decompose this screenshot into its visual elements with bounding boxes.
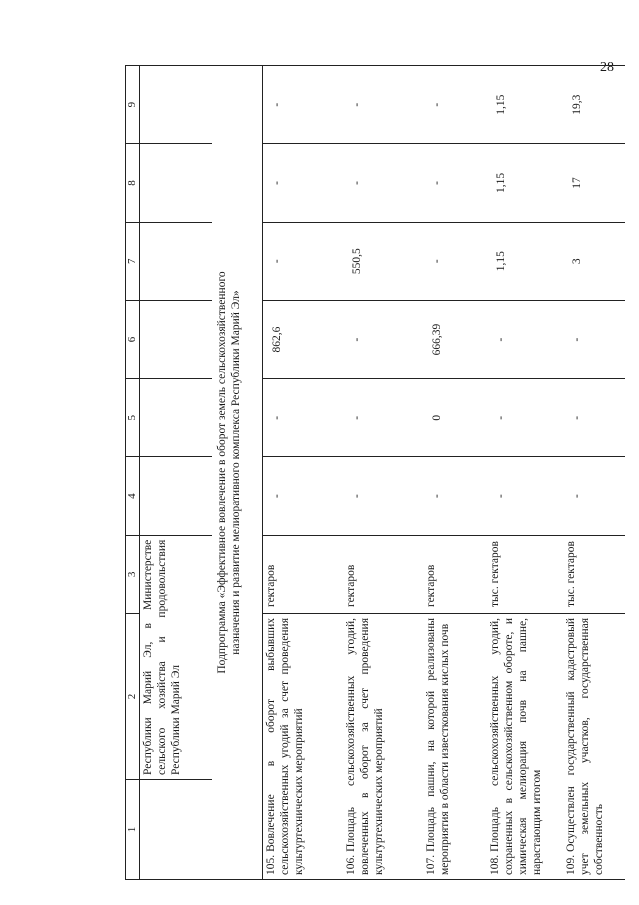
unit-cell: гектаров: [263, 535, 344, 613]
value-cell: -: [343, 144, 423, 222]
value-cell: 666,39: [423, 300, 487, 378]
rotated-table-container: [125, 65, 605, 880]
value-cell: -: [263, 379, 344, 457]
indicators-table: [125, 65, 625, 880]
row-number: 109.: [565, 854, 578, 875]
row-number: 107.: [425, 854, 438, 875]
table-row-org: [140, 66, 213, 880]
value-cell: 1,15: [487, 144, 563, 222]
table-row: [263, 66, 344, 880]
value-cell: 19,3: [563, 66, 625, 144]
value-cell: 1,15: [487, 66, 563, 144]
column-header: 9: [126, 66, 140, 144]
value-cell: 862,6: [263, 300, 344, 378]
value-cell: -: [487, 300, 563, 378]
subprogram-title: [212, 66, 263, 880]
subprogram-title-line2: назначения и развитие мелиоративного комплекса Республики Марий Эл»: [229, 290, 242, 655]
unit-cell: гектаров: [343, 535, 423, 613]
table-row: [343, 66, 423, 880]
value-cell: 3: [563, 222, 625, 300]
value-cell: 17: [563, 144, 625, 222]
column-header: 5: [126, 379, 140, 457]
unit-cell: тыс. гектаров: [563, 535, 625, 613]
value-cell: -: [263, 144, 344, 222]
value-cell: -: [263, 66, 344, 144]
indicator-cell: [423, 614, 487, 880]
value-cell: -: [423, 457, 487, 535]
indicator-cell: [487, 614, 563, 880]
value-cell: 550,5: [343, 222, 423, 300]
indicator-cell: [563, 614, 625, 880]
org-text: Республики Марий Эл, в Министерстве сельского хозяйства и продовольствия Республики Марий Эл: [140, 535, 213, 779]
indicator-description: Площадь сельскохозяйственных угодий, вовлеченных в оборот за счет проведения культуртехнических мероприятий: [345, 618, 385, 875]
value-cell: -: [343, 300, 423, 378]
subprogram-title-line1: Подпрограмма «Эффективное вовлечение в оборот земель сельскохозяйственного: [216, 271, 229, 674]
indicator-cell: [343, 614, 423, 880]
value-cell: -: [563, 379, 625, 457]
value-cell: -: [343, 457, 423, 535]
indicator-description: Вовлечение в оборот выбывших сельскохозяйственных угодий за счет проведения культуртехнических мероприятий: [265, 618, 305, 875]
value-cell: -: [423, 144, 487, 222]
indicator-description: Площадь сельскохозяйственных угодий, сохраненных в сельскохозяйственном обороте, и химическая мелиорация почв на пашне, нарастающим итогом: [489, 618, 543, 875]
column-header: 2: [126, 614, 140, 780]
value-cell: -: [263, 222, 344, 300]
value-cell: -: [563, 300, 625, 378]
subprogram-row: [212, 66, 263, 880]
page-number: 28: [600, 60, 614, 75]
unit-cell: тыс. гектаров: [487, 535, 563, 613]
value-cell: -: [263, 457, 344, 535]
column-header: 4: [126, 457, 140, 535]
value-cell: -: [423, 222, 487, 300]
value-cell: -: [563, 457, 625, 535]
value-cell: -: [487, 457, 563, 535]
column-header: 7: [126, 222, 140, 300]
indicator-description: Осуществлен государственный кадастровый учет земельных участков, государственная собственность: [565, 618, 605, 875]
row-number: 106.: [345, 854, 358, 875]
table-row: [487, 66, 563, 880]
unit-cell: гектаров: [423, 535, 487, 613]
row-number: 108.: [489, 854, 502, 875]
value-cell: -: [423, 66, 487, 144]
value-cell: -: [343, 66, 423, 144]
indicator-description: Площадь пашни, на которой реализованы мероприятия в области известкования кислых почв: [425, 618, 451, 875]
value-cell: 0: [423, 379, 487, 457]
table-header-row: [126, 66, 140, 880]
row-number: 105.: [265, 854, 278, 875]
column-header: 6: [126, 300, 140, 378]
column-header: 3: [126, 535, 140, 613]
table-row: [423, 66, 487, 880]
value-cell: -: [343, 379, 423, 457]
table-row: [563, 66, 625, 880]
column-header: 1: [126, 780, 140, 880]
indicator-cell: [263, 614, 344, 880]
value-cell: 1,15: [487, 222, 563, 300]
value-cell: -: [487, 379, 563, 457]
column-header: 8: [126, 144, 140, 222]
